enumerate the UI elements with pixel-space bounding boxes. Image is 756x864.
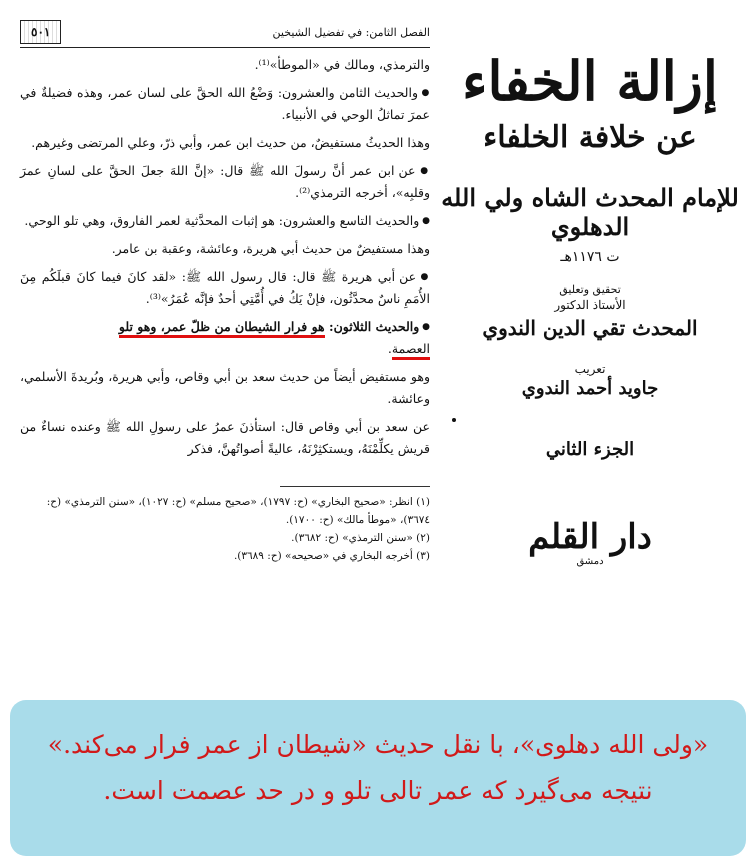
highlighted-paragraph: ● والحديث الثلاثون: هو فرار الشيطان من ظلّ عمر، وهو تلو العصمة.	[20, 316, 430, 360]
paragraph: والترمذي، ومالك في «الموطأ»⁽¹⁾.	[254, 57, 430, 72]
book-author: للإمام المحدث الشاه ولي الله الدهلوي	[441, 183, 739, 241]
professor-label: الأستاذ الدكتور	[554, 298, 626, 312]
paragraph: ● عن ابن عمر أنَّ رسولَ الله ﷺ قال: «إنَّ اللهَ جعلَ الحقَّ على لسانِ عمرَ وقلبِه»، أخرجه الترمذي⁽²⁾.	[20, 160, 430, 204]
paragraph: وهذا مستفيضٌ من حديث أبي هريرة، وعائشة، وعقبة بن عامر.	[111, 241, 430, 256]
publisher-logo-text: دار القلم	[528, 517, 652, 557]
highlight-underlined: هو فرار الشيطان من ظلّ عمر، وهو تلو	[119, 319, 325, 338]
translator-label: تعريب	[574, 362, 606, 376]
title-page	[440, 20, 740, 680]
paragraph: وهذا الحديثُ مستفيضٌ، من حديث ابن عمر، وأبي ذرّ، وعلي المرتضى وغيرهم.	[31, 135, 430, 150]
paragraphs-after	[20, 366, 430, 460]
book-page	[20, 20, 430, 680]
book-editor: المحدث تقي الدين الندوي	[482, 316, 698, 340]
footnote: (٢) «سنن الترمذي» (ح: ٣٦٨٢).	[291, 532, 430, 544]
footnote-divider	[280, 486, 430, 487]
paragraph: ● عن أبي هريرة ﷺ قال: قال رسول الله ﷺ: «لقد كانَ فيما كانَ قبلَكُم مِنَ الأُمَمِ ناسٌ محدَّثُون، فإنْ يَكُ في أُمَّتِي أحدٌ فإنَّه عُمَرُ»⁽³⁾.	[20, 266, 430, 310]
paragraph: ● والحديث الثامن والعشرون: وَضْعُ الله الحقَّ على لسان عمر، وهذه فضيلةٌ في عمرَ تماثلُ الوحي في الأنبياء.	[20, 82, 430, 126]
book-translator: جاويد أحمد الندوي	[521, 378, 659, 399]
paragraph: ● والحديث التاسع والعشرون: هو إثبات المحدَّثية لعمر الفاروق، وهي تلو الوحي.	[20, 210, 430, 232]
caption-line-2: نتیجه می‌گیرد که عمر تالی تلو و در حد عصمت است.	[103, 776, 653, 805]
chapter-title: الفصل الثامن: في تفضيل الشيخين	[272, 26, 430, 39]
book-sub-title: عن خلافة الخلفاء	[483, 120, 697, 155]
highlight-lead: والحديث الثلاثون:	[324, 319, 420, 334]
caption-line-1: «ولی الله دهلوی»، با نقل حدیث «شیطان از عمر فرار می‌کند.»	[47, 730, 709, 759]
publisher-city: دمشق	[576, 556, 604, 567]
book-volume: الجزء الثاني	[545, 439, 635, 460]
page-number: ٥٠١	[20, 20, 61, 44]
footnote: (٣) أخرجه البخاري في «صحيحه» (ح: ٣٦٨٩).	[233, 550, 430, 562]
footnote: (١) انظر: «صحيح البخاري» (ح: ١٧٩٧)، «صحيح مسلم» (ح: ١٠٢٧)، «سنن الترمذي» (ح: ٣٦٧٤)، «موطأ مالك» (ح: ١٧٠٠).	[46, 496, 430, 526]
paragraph: وهو مستفيض أيضاً من حديث سعد بن أبي وقاص، وأبي هريرة، وبُريدةَ الأسلمي، وعائشة.	[20, 369, 430, 406]
book-main-title: إزالة الخفاء	[462, 49, 718, 113]
caption-box	[10, 700, 746, 856]
footnotes	[20, 493, 430, 565]
author-death-date: ت ١١٧٦هـ	[560, 249, 620, 265]
paragraphs-before	[20, 54, 430, 310]
paragraph: عن سعد بن أبي وقاص قال: استأذنَ عمرُ على رسولِ الله ﷺ وعنده نساءٌ من قريش يكلِّمْنَهُ، ويستكثِرْنَهُ، عاليةً أصواتُهنَّ، فذكر	[20, 419, 430, 456]
highlight-underlined-line2: العصمة	[392, 341, 430, 360]
edit-label: تحقيق وتعليق	[559, 283, 621, 296]
running-head	[20, 20, 430, 48]
